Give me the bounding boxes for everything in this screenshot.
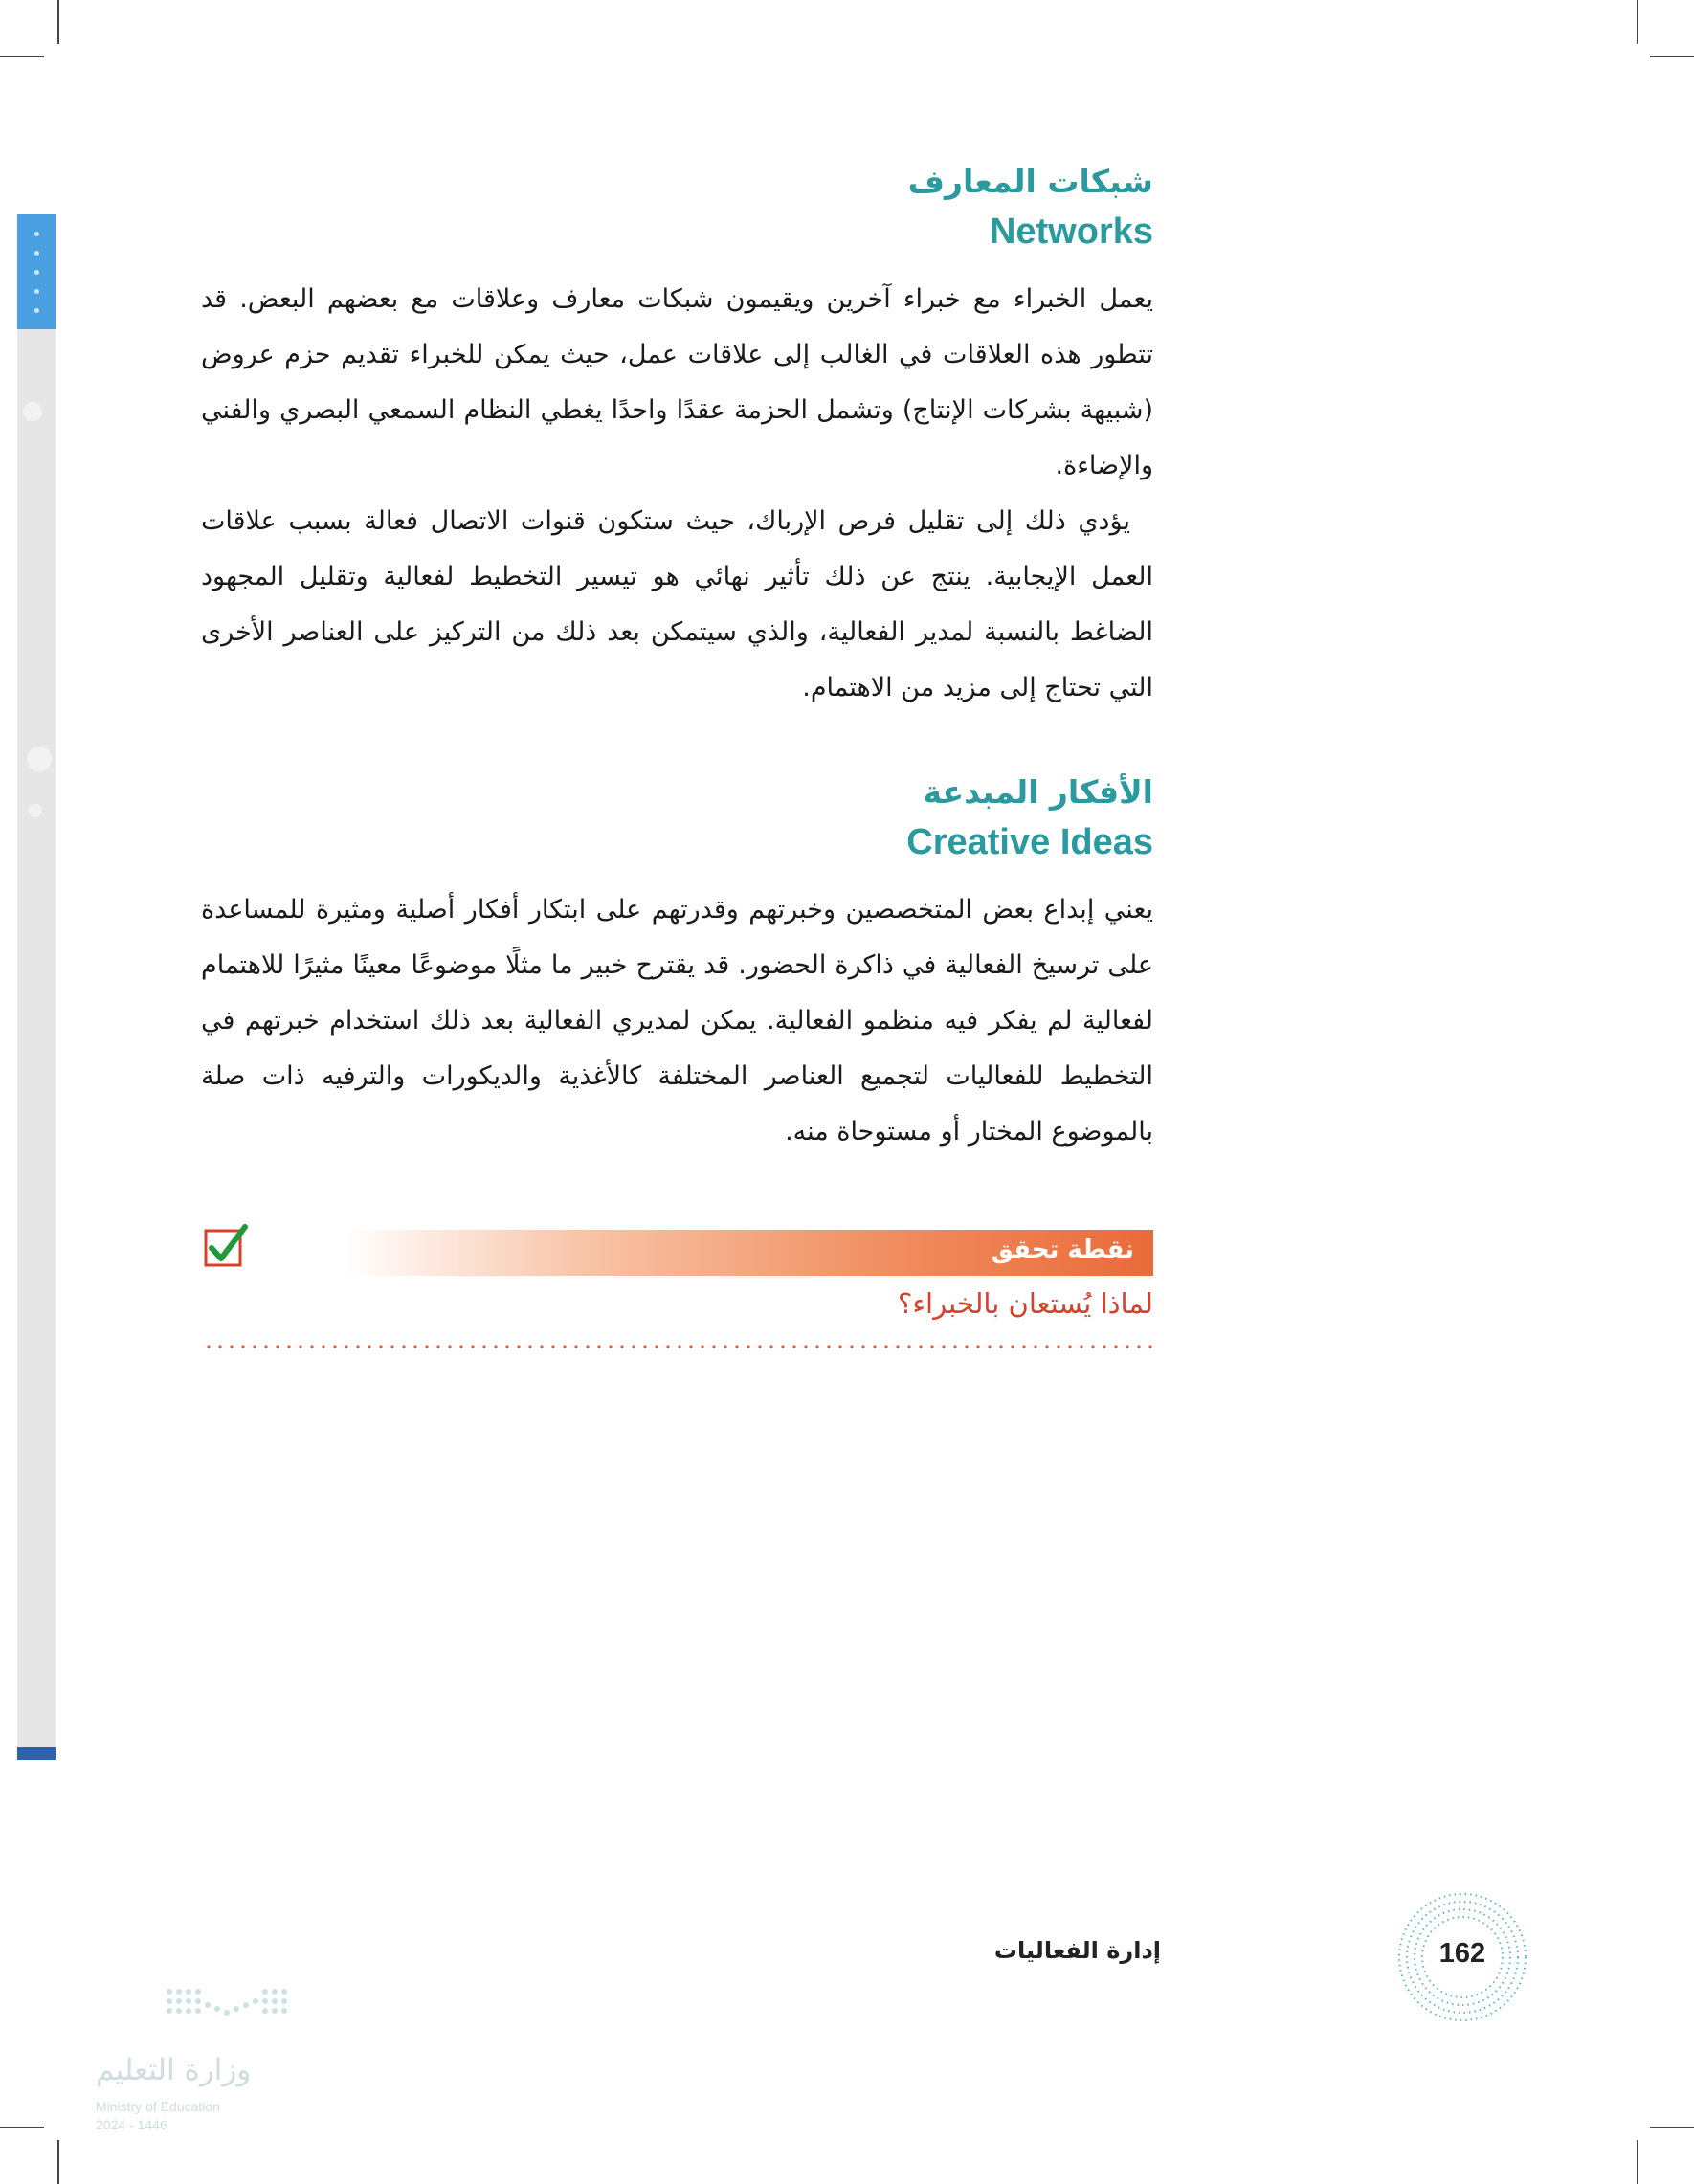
ministry-name-ar: وزارة التعليم — [96, 2053, 252, 2087]
decorative-bubble — [29, 804, 42, 817]
decorative-bubble — [23, 402, 42, 421]
side-decoration-strip — [17, 218, 56, 1759]
section-heading-ar: الأفكار المبدعة — [923, 773, 1153, 811]
section-heading-en: Networks — [989, 212, 1153, 252]
checkpoint-banner — [345, 1230, 1153, 1276]
checkpoint-question: لماذا يُستعان بالخبراء؟ — [898, 1287, 1153, 1320]
book-title: إدارة الفعاليات — [993, 1937, 1161, 1964]
side-decoration-bottom — [17, 1747, 56, 1760]
crop-mark — [1637, 0, 1638, 44]
section-heading-ar: شبكات المعارف — [907, 163, 1153, 200]
decorative-bubble — [27, 747, 52, 771]
side-decoration-accent — [17, 214, 56, 329]
paragraph: يعني إبداع بعض المتخصصين وخبرتهم وقدرتهم على ابتكار أفكار أصلية ومثيرة للمساعدة على ترسيخ الفعالية في ذاكرة الحضور. قد يقترح خبير ما مثلًا موضوعًا معينًا مثيرًا للاهتمام لفعالية لم يفكر فيه منظمو الفعالية. يمكن لمديري الفعالية بعد ذلك استخدام خبرتهم في التخطيط للفعاليات لتجميع العناصر المختلفة كالأغذية والديكورات والترفيه ذات صلة بالموضوع المختار أو مستوحاة منه. — [201, 895, 1153, 1147]
checkpoint-label: نقطة تحقق — [991, 1236, 1134, 1264]
crop-mark — [1637, 2140, 1638, 2184]
dotted-answer-line — [203, 1345, 1153, 1348]
crop-mark — [57, 2140, 59, 2184]
paragraph: يعمل الخبراء مع خبراء آخرين ويقيمون شبكات معارف وعلاقات مع بعضهم البعض. قد تتطور هذه العلاقات في الغالب إلى علاقات عمل، حيث يمكن للخبراء تقديم حزم عروض (شبيهة بشركات الإنتاج) وتشمل الحزمة عقدًا واحدًا يغطي النظام السمعي البصري والفني والإضاءة. — [201, 284, 1153, 480]
section-networks — [201, 163, 1153, 716]
checkmark-icon — [203, 1223, 251, 1271]
ministry-name-en: Ministry of Education — [96, 2099, 220, 2114]
crop-mark — [0, 56, 44, 57]
crop-mark — [57, 0, 59, 44]
section-heading-en: Creative Ideas — [906, 822, 1153, 862]
paragraph: يؤدي ذلك إلى تقليل فرص الإرباك، حيث ستكون قنوات الاتصال فعالة بسبب علاقات العمل الإيجابية. ينتج عن ذلك تأثير نهائي هو تيسير التخطيط لفعالية وتقليل المجهود الضاغط بالنسبة لمدير الفعالية، والذي سيتمكن بعد ذلك من التركيز على العناصر الأخرى التي تحتاج إلى مزيد من الاهتمام. — [201, 506, 1153, 702]
section-creative-ideas — [201, 773, 1153, 1160]
page-number: 162 — [1438, 1938, 1486, 1969]
crop-mark — [0, 2127, 44, 2128]
crop-mark — [1650, 2127, 1694, 2128]
ministry-year: 2024 - 1446 — [96, 2117, 167, 2132]
crop-mark — [1650, 56, 1694, 57]
